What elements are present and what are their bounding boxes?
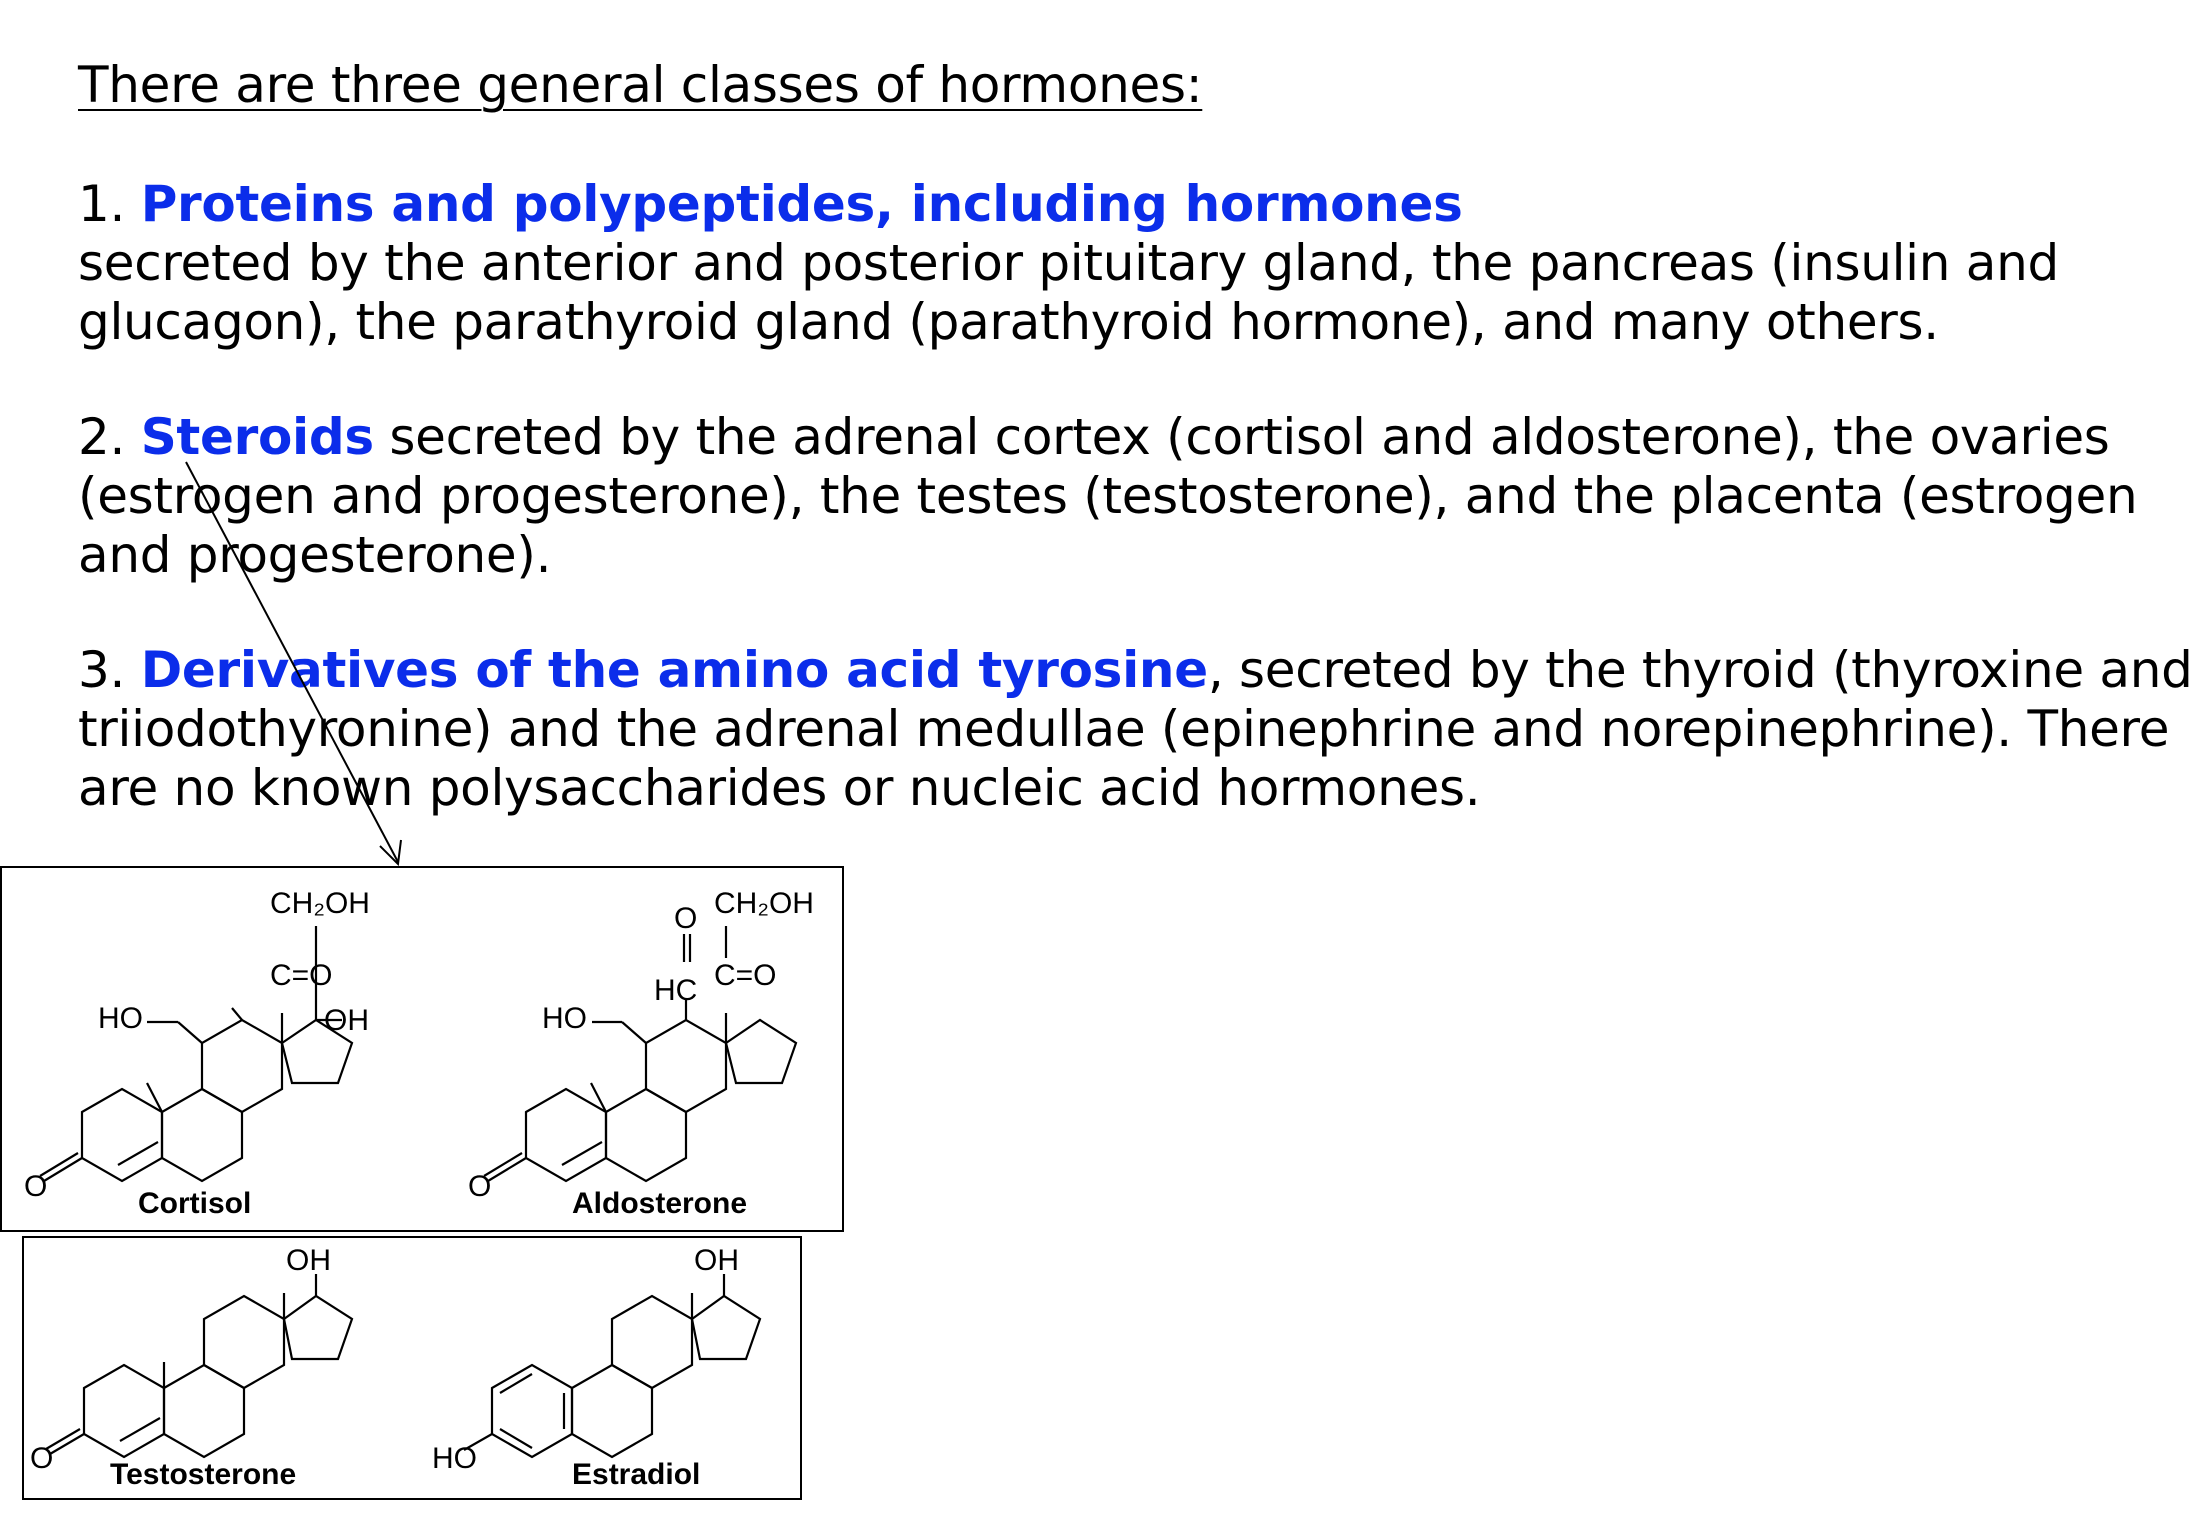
ch2oh-label: CH₂OH — [714, 887, 814, 920]
item-line: (estrogen and progesterone), the testes (testosterone), and the placenta (estrogen — [78, 467, 2138, 525]
figure-corticosteroids — [0, 866, 844, 1232]
item-number: 2. — [78, 408, 126, 466]
oh-label: OH — [694, 1244, 739, 1277]
oxo-label: O — [24, 1170, 48, 1203]
testosterone-structure — [30, 1244, 352, 1491]
carbonyl-label: C=O — [270, 959, 333, 992]
item-line: are no known polysaccharides or nucleic acid hormones. — [78, 759, 1481, 817]
ho-label: HO — [432, 1442, 477, 1475]
estradiol-structure — [432, 1244, 760, 1491]
hc-label: HC — [654, 974, 698, 1007]
item-line: , secreted by the thyroid (thyroxine and — [1207, 641, 2193, 699]
item-highlight: Steroids — [140, 408, 374, 466]
item-line: secreted by the adrenal cortex (cortisol and aldosterone), the ovaries — [373, 408, 2110, 466]
oxo-label: O — [30, 1442, 54, 1475]
heading: There are three general classes of hormones: — [78, 56, 1203, 114]
testosterone-name: Testosterone — [110, 1458, 297, 1491]
aldosterone-name: Aldosterone — [572, 1187, 748, 1220]
item-highlight: Derivatives of the amino acid tyrosine — [140, 641, 1208, 699]
oxo-label: O — [468, 1170, 492, 1203]
ch2oh-label: CH₂OH — [270, 887, 370, 920]
item-line: glucagon), the parathyroid gland (parathyroid hormone), and many others. — [78, 293, 1939, 351]
item-line: triiodothyronine) and the adrenal medullae (epinephrine and norepinephrine). There — [78, 700, 2170, 758]
item-number: 3. — [78, 641, 126, 699]
oh-label: OH — [324, 1004, 369, 1037]
cortisol-structure — [24, 887, 370, 1220]
ho-label: HO — [542, 1002, 587, 1035]
item-line: and progesterone). — [78, 526, 552, 584]
skeleton — [46, 1274, 352, 1457]
figure-sex-steroids — [22, 1236, 802, 1500]
cortisol-name: Cortisol — [138, 1187, 252, 1220]
item-line: secreted by the anterior and posterior pituitary gland, the pancreas (insulin and — [78, 234, 2059, 292]
estradiol-name: Estradiol — [572, 1458, 701, 1491]
carbonyl-label: C=O — [714, 959, 777, 992]
aldosterone-structure — [468, 887, 814, 1220]
skeleton — [464, 1274, 760, 1457]
item-number: 1. — [78, 175, 126, 233]
oh-label: OH — [286, 1244, 331, 1277]
aldehyde-oxygen-label: O — [674, 902, 698, 935]
item-highlight: Proteins and polypeptides, including hormones — [140, 175, 1463, 233]
ho-label: HO — [98, 1002, 143, 1035]
